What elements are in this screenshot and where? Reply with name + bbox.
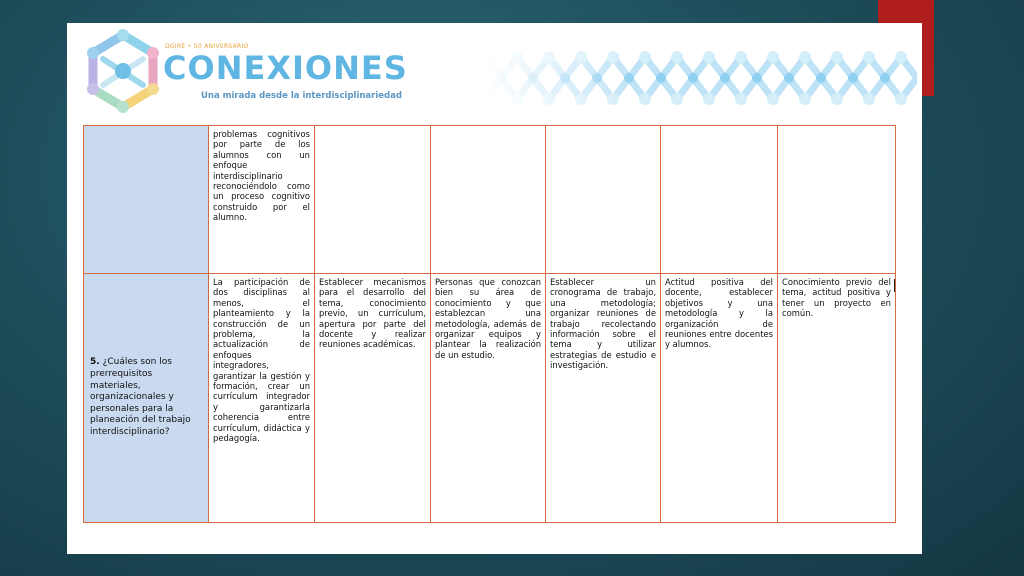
logo-subtitle: Una mirada desde la interdisciplinariedad [201,91,402,101]
logo-title: CONEXIONES [163,49,408,87]
table-cell: Establecer mecanismos para el desarrollo del tema, conocimiento previo, un currículum, apertura por parte del docente y realizar reuniones académicas. [315,274,431,523]
table-row [84,274,896,523]
document-header [67,23,922,123]
table-cell: Actitud positiva del docente, establecer objetivos y una metodología y la organización de reuniones entre docentes y alumnos. [661,274,778,523]
chain-decoration-icon [485,35,917,121]
table-cell: Conocimiento previo del tema, actitud positiva y tener un proyecto en común. [778,274,896,523]
conexiones-logo-icon [81,27,165,117]
question-number: 5. [90,357,100,368]
table-cell [431,126,546,274]
logo-anniversary-text: DGIRE • 50 ANIVERSARIO [165,43,249,50]
text-cursor [894,279,895,292]
table-cell: La participación de dos disciplinas al menos, el planteamiento y la construcción de un problema, la actualización de enfoques integradores, garantizar la gestión y formación, crear un currículum integrador y garantizarla coherencia entre currículum, didáctica y pedagogía. [209,274,315,523]
table-cell: problemas cognitivos por parte de los alumnos con un enfoque interdisciplinario reconociéndolo como un proceso cognitivo construido por el alumno. [209,126,315,274]
table-cell: Personas que conozcan bien su área de conocimiento y que establezcan una metodología, además de organizar equipos y plantear la realización de un estudio. [431,274,546,523]
table-cell [661,126,778,274]
table-cell [778,126,896,274]
question-text: ¿Cuáles son los prerrequisitos materiales, organizacionales y personales para la planeación del trabajo interdisciplinario? [90,357,191,437]
interdisciplinary-table [83,125,896,523]
slide-page [67,23,922,554]
question-cell [84,126,209,274]
question-cell [84,274,209,523]
table-cell: Establecer un cronograma de trabajo, una metodología; organizar reuniones de trabajo recolectando información sobre el tema y utilizar estrategias de estudio e investigación. [546,274,661,523]
table-cell [315,126,431,274]
table-cell [546,126,661,274]
table-row [84,126,896,274]
